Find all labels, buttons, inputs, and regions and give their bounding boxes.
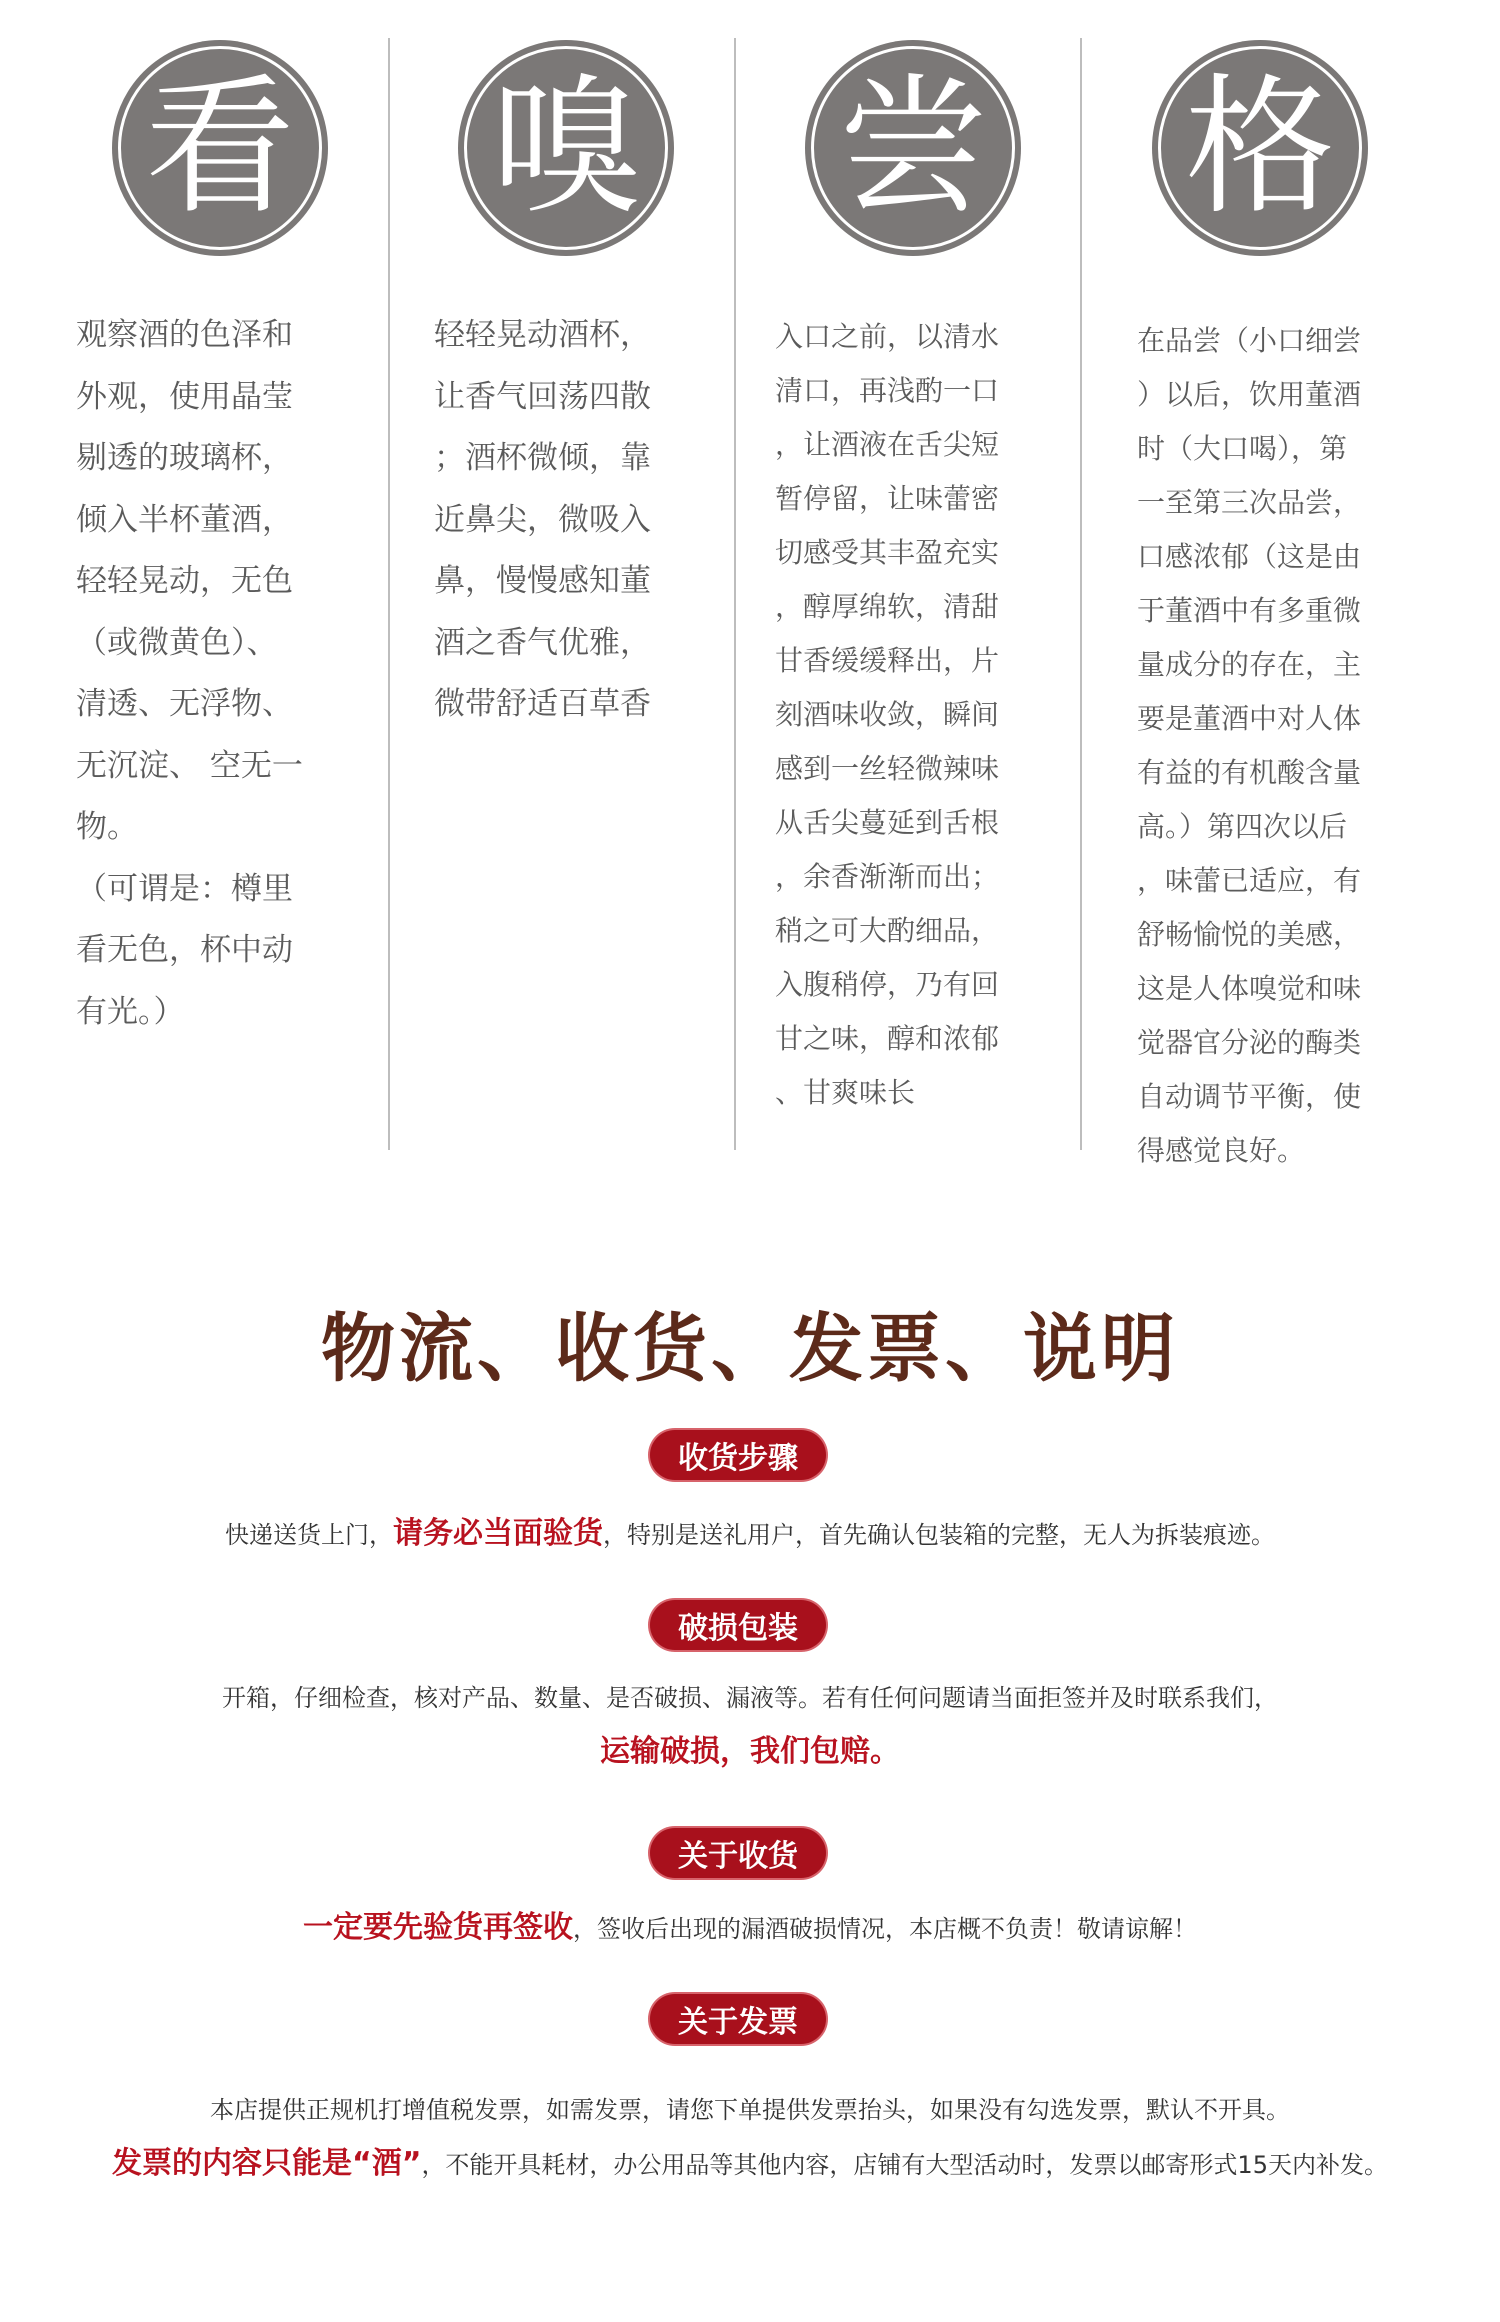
- about-invoice-badge: 关于发票: [650, 1994, 826, 2044]
- damaged-package-line2: [0, 1726, 1500, 1770]
- column-look-text: 观察酒的色泽和 外观，使用晶莹 剔透的玻璃杯， 倾入半杯董酒， 轻轻晃动，无色 （或微黄色）、 清透、无浮物、 无沉淀、 空无一 物。 （可谓是：樽里 看无色，杯中动 有光。）: [76, 317, 303, 1030]
- column-taste: [805, 40, 1021, 256]
- badge-char-look: 看: [144, 61, 295, 235]
- column-smell-text: 轻轻晃动酒杯， 让香气回荡四散 ；酒杯微倾，靠 近鼻尖，微吸入 鼻，慢慢感知董 酒之香气优雅， 微带舒适百草香: [434, 317, 651, 722]
- column-divider: [734, 38, 736, 1150]
- about-receiving-text: ，签收后出现的漏酒破损情况，本店概不负责！敬请谅解！: [573, 1915, 1197, 1943]
- badge-style: [1152, 40, 1368, 256]
- damaged-package-line1: 开箱，仔细检查，核对产品、数量、是否破损、漏液等。若有任何问题请当面拒签并及时联系我们，: [222, 1684, 1278, 1712]
- receiving-steps-badge: 收货步骤: [650, 1430, 826, 1480]
- column-style: [1152, 40, 1368, 256]
- badge-char-smell: 嗅: [490, 61, 641, 235]
- column-divider: [1080, 38, 1082, 1150]
- about-invoice-highlight: 发票的内容只能是“酒”: [112, 2146, 422, 2181]
- badge-char-style: 格: [1184, 61, 1335, 235]
- page-title: 物流、收货、发票、说明: [321, 1306, 1179, 1392]
- about-receiving-line: [0, 1902, 1500, 1946]
- badge-smell: [458, 40, 674, 256]
- receiving-steps-highlight: 请务必当面验货: [393, 1516, 603, 1551]
- about-invoice-line1: 本店提供正规机打增值税发票，如需发票，请您下单提供发票抬头，如果没有勾选发票，默认不开具。: [210, 2096, 1290, 2124]
- receiving-steps-text: 快递送货上门，: [225, 1521, 393, 1549]
- column-taste-text: 入口之前，以清水 清口，再浅酌一口 ，让酒液在舌尖短 暂停留，让味蕾密 切感受其丰盈充实 ，醇厚绵软，清甜 甘香缓缓释出，片 刻酒味收敛，瞬间 感到一丝轻微辣味 从舌尖蔓延到舌根 ，余香渐渐而出； 稍之可大酌细品， 入腹稍停，乃有回 甘之味，醇和浓郁 、甘爽味长: [775, 320, 1000, 1109]
- badge-taste: [805, 40, 1021, 256]
- damaged-package-badge: 破损包装: [650, 1600, 826, 1650]
- receiving-steps-line: [0, 1508, 1500, 1552]
- about-invoice-text: ，不能开具耗材，办公用品等其他内容，店铺有大型活动时，发票以邮寄形式15天内补发。: [421, 2151, 1388, 2179]
- badge-char-taste: 尝: [837, 61, 988, 235]
- damaged-package-highlight: 运输破损，我们包赔。: [600, 1734, 900, 1769]
- about-invoice-line2: [0, 2138, 1500, 2182]
- about-receiving-highlight: 一定要先验货再签收: [303, 1910, 573, 1945]
- about-receiving-badge: 关于收货: [650, 1828, 826, 1878]
- column-look: [112, 40, 328, 256]
- column-style-text: 在品尝（小口细尝 ）以后，饮用董酒 时（大口喝），第 一至第三次品尝， 口感浓郁（这是由 于董酒中有多重微 量成分的存在，主 要是董酒中对人体 有益的有机酸含量 高。）第四次以后 ，味蕾已适应，有 舒畅愉悦的美感， 这是人体嗅觉和味 觉器官分泌的酶类 自动调节平衡，使 得感觉良好。: [1137, 324, 1362, 1167]
- column-smell: [458, 40, 674, 256]
- receiving-steps-text: ，特别是送礼用户，首先确认包装箱的完整，无人为拆装痕迹。: [603, 1521, 1275, 1549]
- badge-look: [112, 40, 328, 256]
- column-divider: [388, 38, 390, 1150]
